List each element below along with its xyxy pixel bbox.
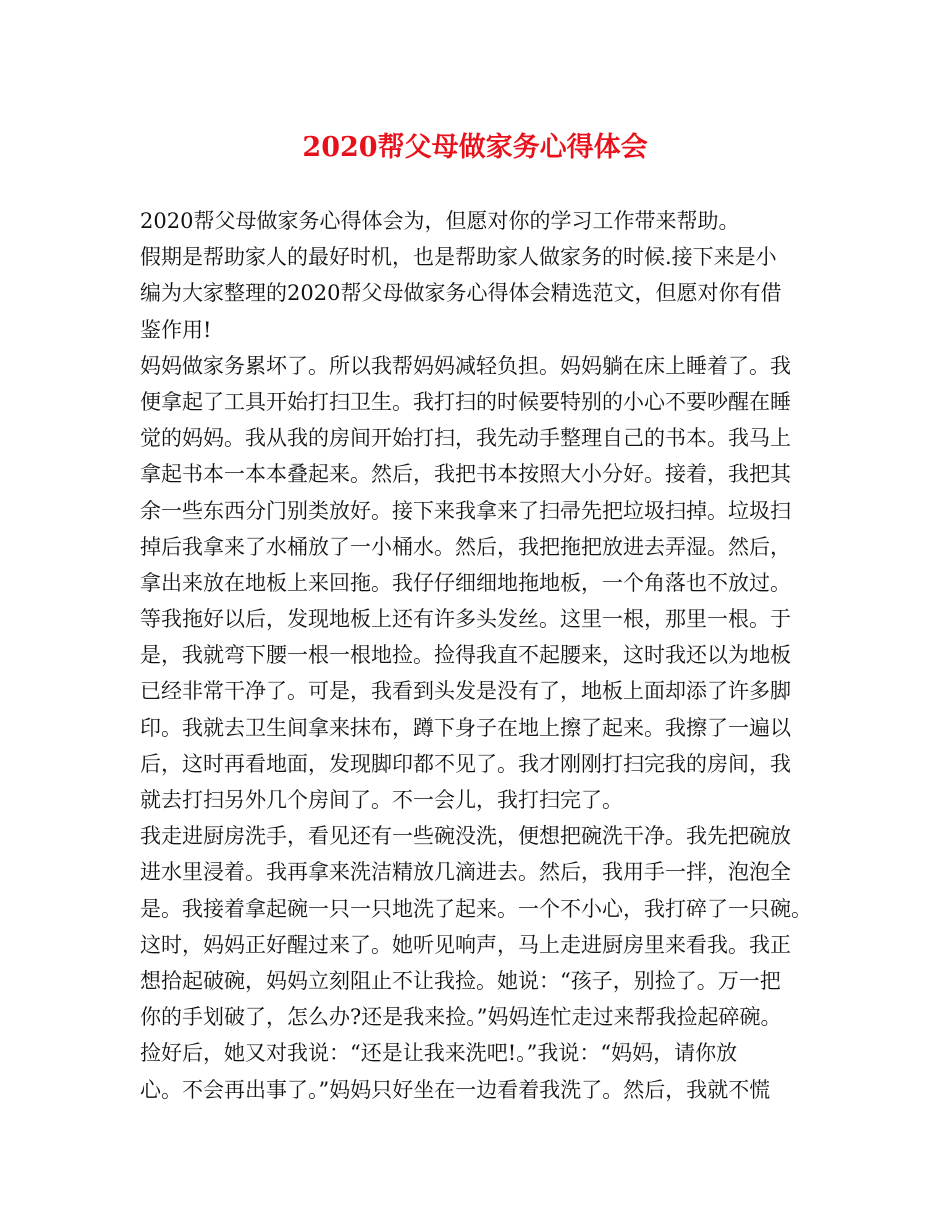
body-line: 编为大家整理的2020帮父母做家务心得体会精选范文，但愿对你有借 (140, 281, 782, 306)
document-title: 2020帮父母做家务心得体会 (302, 132, 648, 163)
body-line: 余一些东西分门别类放好。接下来我拿来了扫帚先把垃圾扫掉。垃圾扫 (140, 498, 791, 523)
body-line: 觉的妈妈。我从我的房间开始打扫，我先动手整理自己的书本。我马上 (140, 426, 791, 451)
body-line: 就去打扫另外几个房间了。不一会儿，我打扫完了。 (140, 788, 623, 812)
body-line: 进水里浸着。我再拿来洗洁精放几滴进去。然后，我用手一拌，泡泡全 (140, 860, 791, 885)
body-line: 后，这时再看地面，发现脚印都不见了。我才刚刚打扫完我的房间，我 (140, 751, 791, 776)
body-line: 2020帮父母做家务心得体会为，但愿对你的学习工作带来帮助。 (140, 209, 740, 233)
body-line: 这时，妈妈正好醒过来了。她听见响声，马上走进厨房里来看我。我正 (140, 932, 791, 957)
body-line: 想拾起破碗，妈妈立刻阻止不让我捡。她说：“孩子，别捡了。万一把 (140, 968, 781, 993)
body-line: 等我拖好以后，发现地板上还有许多头发丝。这里一根，那里一根。于 (140, 607, 791, 632)
body-line: 妈妈做家务累坏了。所以我帮妈妈减轻负担。妈妈躺在床上睡着了。我 (140, 353, 791, 378)
body-line: 我走进厨房洗手，看见还有一些碗没洗，便想把碗洗干净。我先把碗放 (140, 824, 791, 849)
body-line: 你的手划破了，怎么办?还是我来捡。”妈妈连忙走过来帮我捡起碎碗。 (140, 1005, 782, 1030)
body-line: 是，我就弯下腰一根一根地捡。捡得我直不起腰来，这时我还以为地板 (140, 643, 791, 668)
body-line: 拿起书本一本本叠起来。然后，我把书本按照大小分好。接着，我把其 (140, 462, 791, 487)
body-line: 印。我就去卫生间拿来抹布，蹲下身子在地上擦了起来。我擦了一遍以 (140, 715, 791, 740)
document-body (140, 203, 830, 1108)
body-line: 假期是帮助家人的最好时机，也是帮助家人做家务的时候.接下来是小 (140, 245, 777, 270)
body-line: 是。我接着拿起碗一只一只地洗了起来。一个不小心，我打碎了一只碗。 (140, 896, 812, 921)
body-line: 心。不会再出事了。”妈妈只好坐在一边看着我洗了。然后，我就不慌 (140, 1077, 771, 1102)
body-line: 已经非常干净了。可是，我看到头发是没有了，地板上面却添了许多脚 (140, 679, 791, 704)
body-line: 掉后我拿来了水桶放了一小桶水。然后，我把拖把放进去弄湿。然后， (140, 534, 791, 559)
body-line: 便拿起了工具开始打扫卫生。我打扫的时候要特别的小心不要吵醒在睡 (140, 389, 791, 414)
body-line: 拿出来放在地板上来回拖。我仔仔细细地拖地板，一个角落也不放过。 (140, 570, 791, 595)
body-line: 鉴作用! (140, 317, 212, 342)
body-line: 捡好后，她又对我说：“还是让我来洗吧!。”我说：“妈妈，请你放 (140, 1041, 738, 1066)
